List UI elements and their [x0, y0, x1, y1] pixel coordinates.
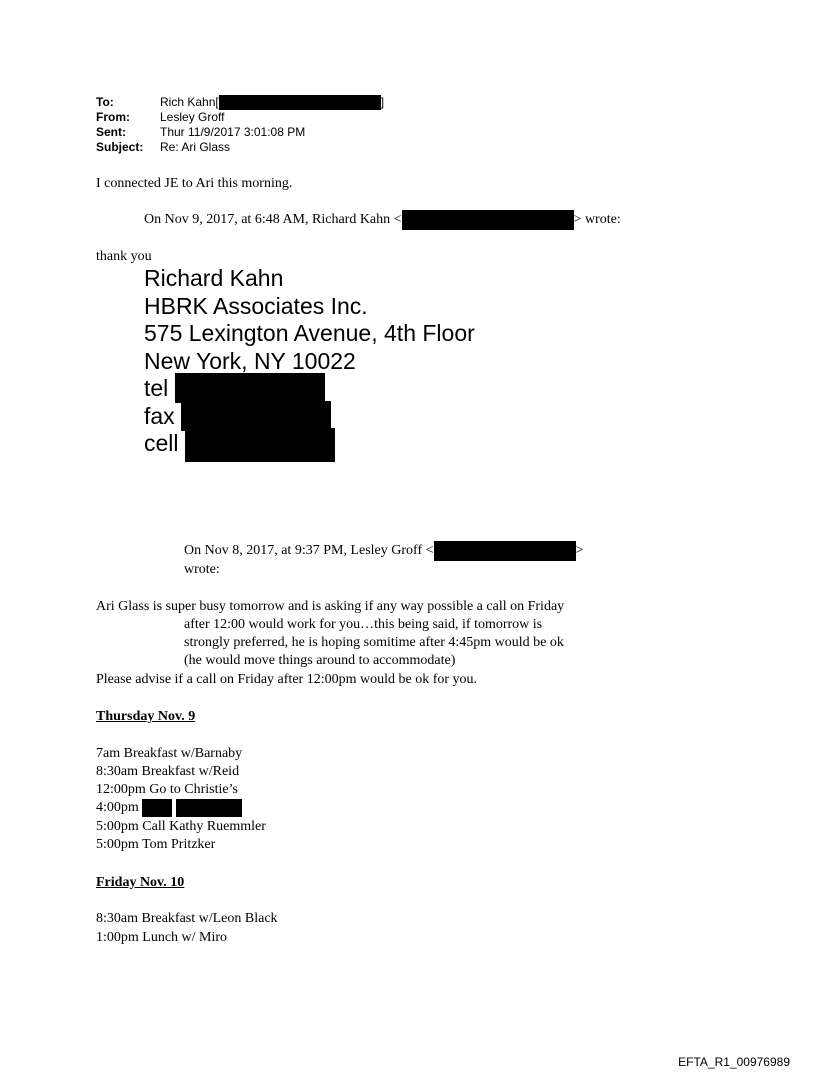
- signature-company: HBRK Associates Inc.: [144, 292, 368, 319]
- from-row: [96, 110, 384, 125]
- schedule-item: 8:30am Breakfast w/Reid: [96, 764, 240, 779]
- redaction-bar: [219, 95, 381, 110]
- subject-value: Re: Ari Glass: [160, 140, 231, 154]
- thanks-line: thank you: [96, 249, 152, 264]
- tel-label: tel: [144, 375, 169, 401]
- to-close: ]: [380, 95, 385, 109]
- quote-header-1-post: > wrote:: [573, 212, 621, 227]
- sent-label: Sent:: [96, 125, 126, 139]
- redaction-bar: [142, 799, 172, 817]
- quote-header-2-wrote: wrote:: [184, 562, 220, 577]
- signature-fax: [144, 403, 475, 431]
- sent-row: [96, 125, 384, 140]
- schedule-item: 5:00pm Call Kathy Ruemmler: [96, 819, 266, 834]
- fax-label: fax: [144, 402, 175, 429]
- redaction-bar: [175, 373, 325, 403]
- document-id: EFTA_R1_00976989: [678, 1055, 790, 1069]
- schedule-item: 7am Breakfast w/Barnaby: [96, 746, 243, 761]
- quote-header-1: [144, 211, 621, 230]
- message-line-2: after 12:00 would work for you…this being said, if tomorrow is: [184, 617, 543, 632]
- message-line-1: Ari Glass is super busy tomorrow and is asking if any way possible a call on Friday: [96, 599, 565, 614]
- quote-header-2: [184, 542, 583, 561]
- signature-address-1: 575 Lexington Avenue, 4th Floor: [144, 320, 475, 346]
- message-line-4: (he would move things around to accommodate): [184, 653, 456, 668]
- cell-label: cell: [144, 430, 179, 456]
- schedule-item: 12:00pm Go to Christie’s: [96, 782, 238, 797]
- schedule-item-time: 4:00pm: [96, 800, 139, 815]
- message-line-5: Please advise if a call on Friday after 12:00pm would be ok for you.: [96, 672, 478, 687]
- redaction-bar: [181, 401, 331, 431]
- signature-block: [144, 265, 475, 458]
- redaction-bar: [176, 799, 242, 817]
- from-value: Lesley Groff: [160, 110, 225, 124]
- signature-tel: [144, 375, 475, 403]
- subject-label: Subject:: [96, 140, 144, 154]
- friday-heading: Friday Nov. 10: [96, 875, 185, 890]
- schedule-item-redacted: [96, 799, 242, 817]
- from-label: From:: [96, 110, 130, 124]
- schedule-item: 1:00pm Lunch w/ Miro: [96, 930, 228, 945]
- to-value: Rich Kahn[: [160, 95, 219, 109]
- redaction-bar: [434, 541, 576, 561]
- signature-name: Richard Kahn: [144, 265, 284, 291]
- signature-address-2: New York, NY 10022: [144, 347, 356, 374]
- signature-cell: [144, 430, 475, 458]
- quote-header-2-post: >: [575, 543, 584, 558]
- quote-header-2-pre: On Nov 8, 2017, at 9:37 PM, Lesley Groff <: [184, 543, 434, 558]
- sent-value: Thur 11/9/2017 3:01:08 PM: [160, 125, 306, 139]
- schedule-item: 8:30am Breakfast w/Leon Black: [96, 911, 278, 926]
- redaction-bar: [185, 428, 335, 462]
- to-row: [96, 95, 384, 110]
- quote-header-1-pre: On Nov 9, 2017, at 6:48 AM, Richard Kahn <: [144, 212, 402, 227]
- schedule-item: 5:00pm Tom Pritzker: [96, 837, 216, 852]
- redaction-bar: [402, 210, 574, 230]
- message-line-3: strongly preferred, he is hoping somitime after 4:45pm would be ok: [184, 635, 564, 650]
- thursday-heading: Thursday Nov. 9: [96, 709, 196, 724]
- to-label: To:: [96, 95, 114, 109]
- body-line-1: I connected JE to Ari this morning.: [96, 176, 293, 191]
- email-header: [96, 95, 384, 155]
- subject-row: [96, 140, 384, 155]
